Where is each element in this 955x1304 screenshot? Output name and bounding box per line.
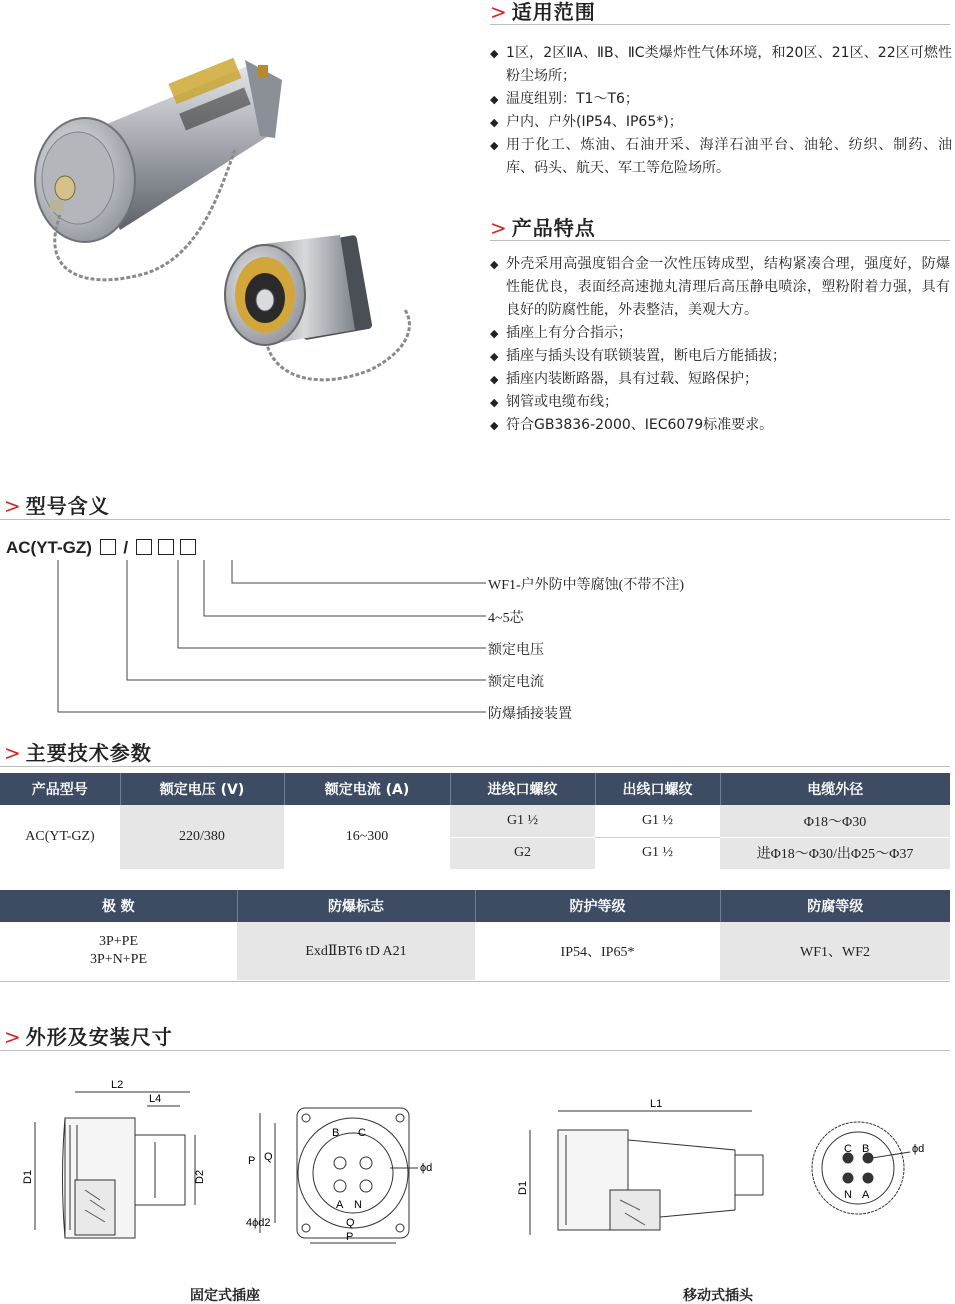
model-leader-lines [0,555,490,725]
list-item: ◆ 符合GB3836-2000、IEC6079标准要求。 [490,414,950,437]
pole-option: 3P+PE [98,934,139,949]
divider [0,519,950,520]
model-title: > 型号含义 [4,494,110,518]
legend-current: 额定电流 [488,675,544,690]
dim-L4: L4 [149,1093,162,1105]
socket-front-drawing [240,1098,440,1248]
list-item: ◆ 插座上有分合指示； [490,322,950,345]
dim-P: P [248,1155,256,1167]
cell-wf: WF1、WF2 [720,922,950,980]
pin-A: A [336,1199,344,1211]
list-item: ◆ 钢管或电缆布线； [490,391,950,414]
dim-L2: L2 [111,1080,124,1091]
pin-C: C [844,1143,852,1155]
plug-side-drawing [510,1095,780,1255]
th-model: 产品型号 [0,773,120,805]
cell-exmark: ExdⅡBT6 tD A21 [237,922,475,980]
table-header-row [0,890,950,922]
legend-device: 防爆插接装置 [488,707,572,722]
dim-D1-plug: D1 [517,1180,529,1195]
pin-A: A [862,1189,870,1201]
th-voltage: 额定电压 (V) [120,773,284,805]
th-outlet: 出线口螺纹 [595,773,720,805]
caption-mobile: 移动式插头 [683,1288,753,1304]
dims-title: > 外形及安装尺寸 [4,1025,173,1049]
th-inlet: 进线口螺纹 [450,773,595,805]
th-cable: 电缆外径 [720,773,950,805]
divider [490,24,950,25]
th-poles: 极 数 [0,890,237,922]
pin-C: C [358,1127,366,1139]
cell-cable: 进Φ18～Φ30/出Φ25～Φ37 [720,837,950,869]
table-row [0,805,950,837]
slot-box [180,539,196,555]
divider [490,240,950,241]
divider [0,1050,950,1051]
cell-outlet: G1 ½ [595,837,720,869]
divider [0,981,950,982]
table-header-row [0,773,950,805]
dim-D1: D1 [22,1169,34,1184]
plug-front-drawing [800,1120,950,1220]
cell-inlet: G1 ½ [450,805,595,837]
pole-option: 3P+N+PE [89,952,148,967]
list-item: ◆ 1区，2区ⅡA、ⅡB、ⅡC类爆炸性气体环境，和20区、21区、22区可燃性粉尘场所； [490,42,952,88]
features-title: > 产品特点 [490,216,596,240]
cell-current: 16~300 [284,805,450,869]
spec-table-2 [0,890,950,980]
socket-image [225,235,373,345]
dim-d2: 4ϕd2 [246,1217,271,1229]
th-ip: 防护等级 [475,890,720,922]
cell-inlet: G2 [450,837,595,869]
dim-d: ϕd [420,1162,433,1174]
list-item: ◆ 插座与插头设有联锁装置，断电后方能插拔； [490,345,950,368]
list-item: ◆ 外壳采用高强度铝合金一次性压铸成型，结构紧凑合理，强度好，防爆性能优良，表面经高速抛丸清理后高压静电喷涂，塑粉附着力强，具有良好的防腐性能，外表整洁，美观大方。 [490,253,950,322]
scope-list [490,42,952,180]
th-wf: 防腐等级 [720,890,950,922]
pin-B: B [332,1127,340,1139]
pin-B: B [862,1143,870,1155]
socket-side-drawing [15,1080,215,1250]
list-item: ◆ 温度组别：T1～T6； [490,88,952,111]
model-code-text: AC(YT-GZ) [6,538,92,557]
dim-Q-bottom: Q [346,1217,355,1229]
th-exmark: 防爆标志 [237,890,475,922]
pin-N: N [844,1189,852,1201]
cell-outlet: G1 ½ [595,805,720,837]
cell-voltage: 220/380 [120,805,284,869]
cell-cable: Φ18～Φ30 [720,805,950,837]
dim-d: ϕd [912,1143,925,1155]
dim-L1: L1 [650,1098,663,1110]
spec-table-1 [0,773,950,869]
slash: / [123,538,129,557]
table-row [0,922,950,980]
slot-box [100,539,116,555]
th-current: 额定电流 (A) [284,773,450,805]
dim-P-bottom: P [346,1231,354,1243]
list-item: ◆ 用于化工、炼油、石油开采、海洋石油平台、油轮、纺织、制药、油库、码头、航天、军工等危险场所。 [490,134,952,180]
divider [0,766,950,767]
product-photo [20,40,440,400]
caption-fixed: 固定式插座 [190,1288,260,1304]
legend-voltage: 额定电压 [488,643,544,658]
plug-image [35,58,282,242]
cell-poles [0,922,237,980]
slot-box [158,539,174,555]
pin-N: N [354,1199,362,1211]
scope-title: > 适用范围 [490,0,596,24]
dim-Q: Q [264,1151,273,1163]
features-list [490,253,950,437]
list-item: ◆ 户内、户外(IP54、IP65*)； [490,111,952,134]
params-title: > 主要技术参数 [4,741,152,765]
cell-model: AC(YT-GZ) [0,805,120,869]
cell-ip: IP54、IP65* [475,922,720,980]
legend-wf: WF1-户外防中等腐蚀(不带不注) [488,578,684,593]
slot-box [136,539,152,555]
list-item: ◆ 插座内装断路器，具有过载、短路保护； [490,368,950,391]
dim-D2: D2 [194,1169,206,1184]
legend-cores: 4~5芯 [488,611,524,626]
